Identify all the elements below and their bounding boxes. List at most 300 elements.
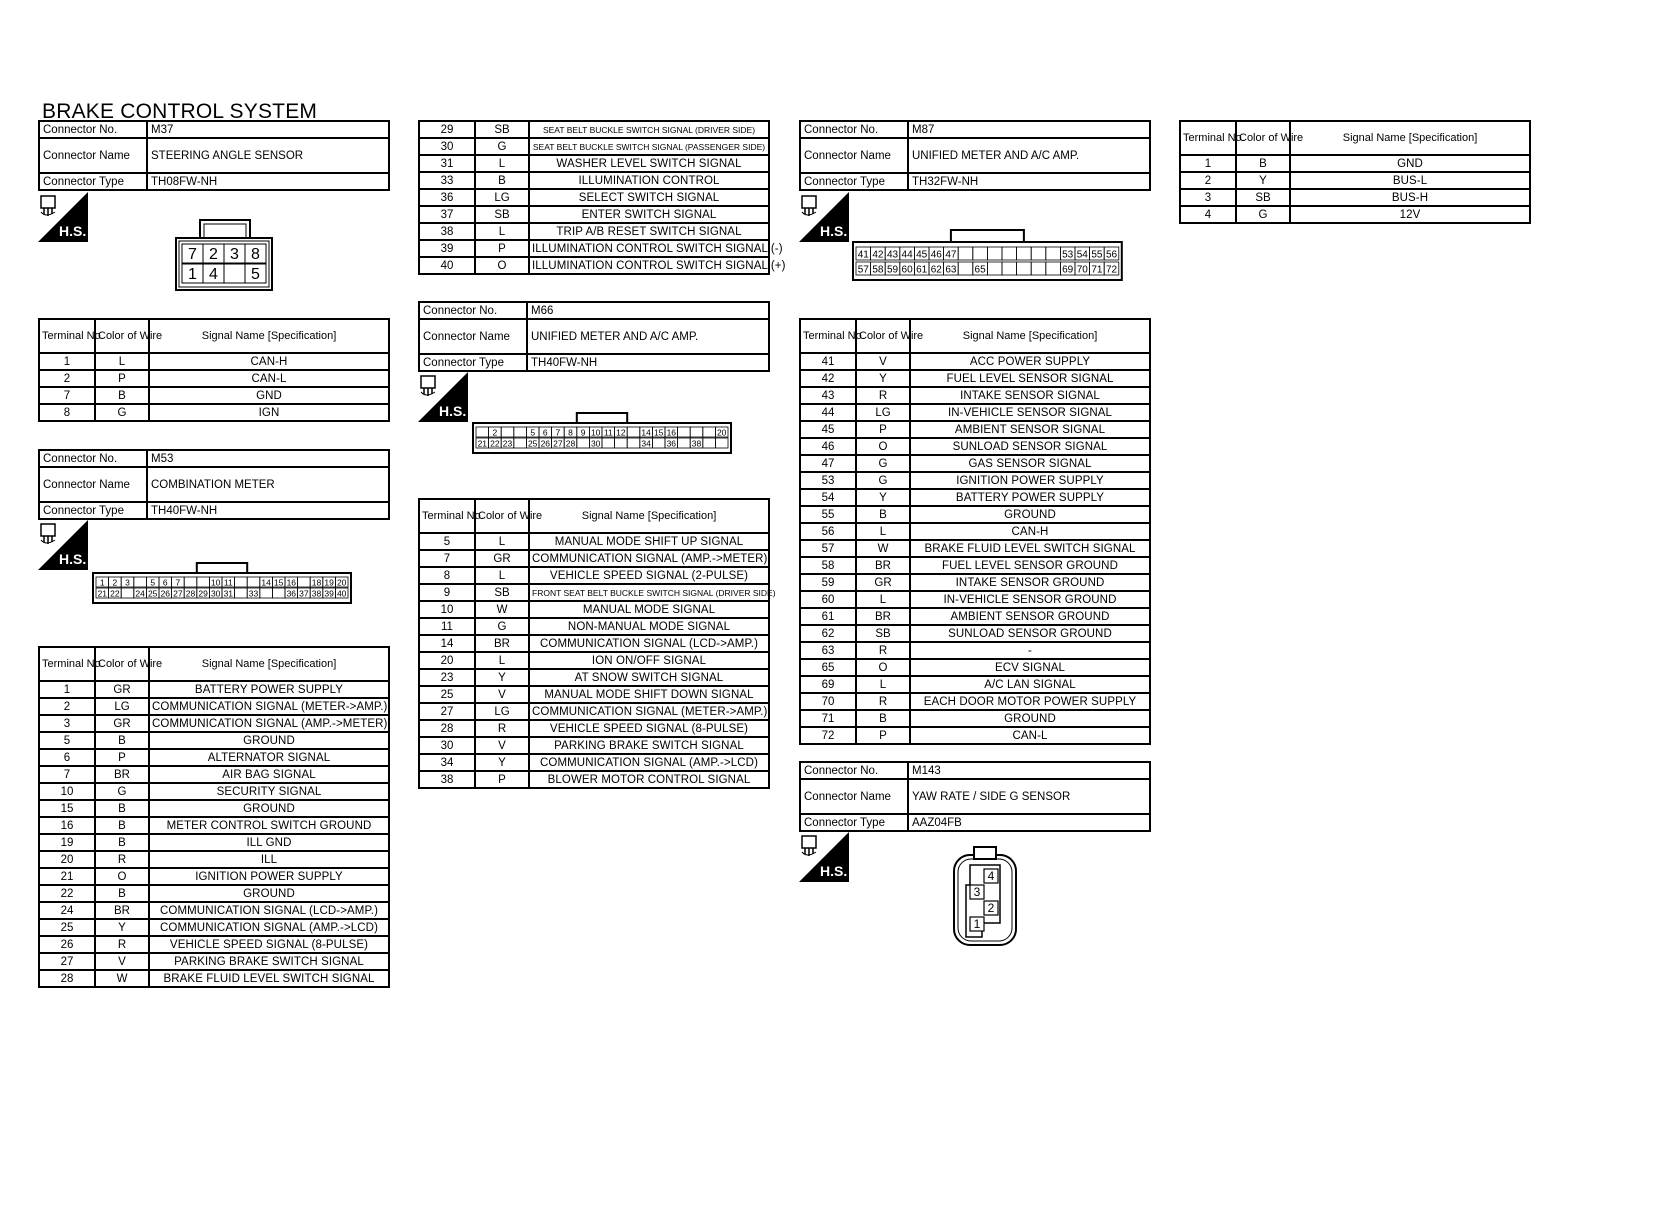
- connector-name-label: Connector Name: [39, 138, 147, 173]
- pin-number: 31: [223, 588, 234, 599]
- table-row: [800, 557, 1150, 574]
- pin-number: 10: [210, 577, 221, 588]
- table-row: [39, 953, 389, 970]
- wire-color-cell: L: [475, 652, 529, 669]
- pin-number: 40: [336, 588, 347, 599]
- wire-color-cell: B: [856, 506, 910, 523]
- terminal-no-cell: 26: [39, 936, 95, 953]
- connector-info-m53: [38, 449, 390, 520]
- signal-name-cell: GROUND: [910, 710, 1150, 727]
- table-row: [419, 584, 769, 601]
- pin-number: 62: [930, 264, 942, 276]
- pin-number: 5: [150, 577, 156, 588]
- pin-number: 5: [530, 427, 536, 438]
- table-row: [800, 642, 1150, 659]
- terminal-no-cell: 8: [419, 567, 475, 584]
- table-row: [800, 693, 1150, 710]
- wire-color-cell: L: [475, 155, 529, 172]
- table-row: [800, 489, 1150, 506]
- terminal-no-cell: 41: [800, 353, 856, 370]
- pin-number: 20: [716, 427, 727, 438]
- table-row: [39, 783, 389, 800]
- wire-color-cell: SB: [856, 625, 910, 642]
- connector-type-value: TH08FW-NH: [147, 173, 389, 190]
- terminal-no-cell: 45: [800, 421, 856, 438]
- terminal-no-header: Terminal No.: [39, 647, 95, 681]
- pin-number: 21: [477, 438, 488, 449]
- table-row: [39, 834, 389, 851]
- signal-name-cell: ILL: [149, 851, 389, 868]
- terminal-no-cell: 7: [39, 766, 95, 783]
- pin-number: 14: [261, 577, 271, 588]
- table-row: [419, 533, 769, 550]
- wire-color-cell: Y: [475, 669, 529, 686]
- pin-number: 25: [147, 588, 158, 599]
- terminal-no-cell: 6: [39, 749, 95, 766]
- signal-name-cell: AMBIENT SENSOR GROUND: [910, 608, 1150, 625]
- signal-header: Signal Name [Specification]: [149, 647, 389, 681]
- table-row: [419, 240, 769, 257]
- table-row: [419, 189, 769, 206]
- table-row: [419, 686, 769, 703]
- terminal-no-cell: 30: [419, 737, 475, 754]
- wire-color-cell: BR: [95, 766, 149, 783]
- wire-color-cell: B: [856, 710, 910, 727]
- terminal-no-cell: 15: [39, 800, 95, 817]
- signal-name-cell: MANUAL MODE SIGNAL: [529, 601, 769, 618]
- pin-cell: [1002, 247, 1017, 260]
- table-row: [419, 601, 769, 618]
- terminal-no-cell: 31: [419, 155, 475, 172]
- table-row: [39, 681, 389, 698]
- pin-number: 45: [916, 249, 928, 261]
- pin-number: 26: [540, 438, 551, 449]
- terminal-no-cell: 34: [419, 754, 475, 771]
- terminal-table-m53: [38, 646, 390, 988]
- wire-color-cell: GR: [475, 550, 529, 567]
- signal-name-cell: GND: [149, 387, 389, 404]
- pin-number: 44: [901, 249, 913, 261]
- pin-cell: [602, 438, 615, 448]
- connector-name-value: COMBINATION METER: [147, 467, 389, 502]
- terminal-no-cell: 2: [1180, 172, 1236, 189]
- wire-color-cell: G: [95, 404, 149, 421]
- terminal-no-cell: 1: [39, 681, 95, 698]
- table-row: [419, 720, 769, 737]
- signal-name-cell: GROUND: [149, 885, 389, 902]
- pin-number: 39: [324, 588, 334, 599]
- pin-number: 43: [886, 249, 899, 261]
- table-row: [39, 885, 389, 902]
- connector-face-m37: [174, 216, 276, 294]
- pin-number: 41: [857, 249, 869, 261]
- page-title: BRAKE CONTROL SYSTEM: [42, 100, 318, 123]
- signal-name-cell: VEHICLE SPEED SIGNAL (8-PULSE): [529, 720, 769, 737]
- harness-side-icon: [418, 372, 468, 427]
- signal-name-cell: TRIP A/B RESET SWITCH SIGNAL: [529, 223, 769, 240]
- wire-color-cell: LG: [856, 404, 910, 421]
- wire-color-cell: BR: [475, 635, 529, 652]
- pin-number: 3: [230, 246, 239, 263]
- terminal-no-cell: 2: [39, 370, 95, 387]
- pin-number: 1: [188, 266, 197, 283]
- terminal-no-cell: 1: [1180, 155, 1236, 172]
- pin-number: 30: [210, 588, 221, 599]
- table-row: [800, 506, 1150, 523]
- pin-cell: [514, 438, 527, 448]
- table-row: [800, 710, 1150, 727]
- table-row: [800, 421, 1150, 438]
- table-row: [1180, 206, 1530, 223]
- wire-color-cell: R: [95, 851, 149, 868]
- pin-number: 2: [209, 246, 218, 263]
- table-row: [800, 455, 1150, 472]
- terminal-no-cell: 20: [39, 851, 95, 868]
- pin-number: 55: [1091, 249, 1103, 261]
- pin-number: 7: [555, 427, 561, 438]
- signal-name-cell: SECURITY SIGNAL: [149, 783, 389, 800]
- terminal-no-cell: 46: [800, 438, 856, 455]
- connector-info-m66: [418, 301, 770, 372]
- pin-number: 28: [565, 438, 576, 449]
- pin-number: 53: [1062, 249, 1074, 261]
- pin-number: 4: [209, 266, 218, 283]
- terminal-no-cell: 27: [39, 953, 95, 970]
- terminal-no-cell: 63: [800, 642, 856, 659]
- table-row: [39, 851, 389, 868]
- pin-number: 3: [973, 885, 981, 899]
- signal-name-cell: FUEL LEVEL SENSOR SIGNAL: [910, 370, 1150, 387]
- wire-color-cell: B: [475, 172, 529, 189]
- pin-cell: [987, 262, 1002, 275]
- wire-color-cell: P: [475, 771, 529, 788]
- terminal-no-cell: 8: [39, 404, 95, 421]
- pin-cell: [958, 247, 973, 260]
- signal-name-cell: COMMUNICATION SIGNAL (METER->AMP.): [149, 698, 389, 715]
- table-row: [800, 540, 1150, 557]
- terminal-no-cell: 56: [800, 523, 856, 540]
- terminal-no-cell: 65: [800, 659, 856, 676]
- wire-color-cell: W: [95, 970, 149, 987]
- wire-color-cell: L: [475, 567, 529, 584]
- signal-name-cell: COMMUNICATION SIGNAL (LCD->AMP.): [529, 635, 769, 652]
- signal-name-cell: VEHICLE SPEED SIGNAL (2-PULSE): [529, 567, 769, 584]
- terminal-no-cell: 28: [39, 970, 95, 987]
- terminal-no-cell: 54: [800, 489, 856, 506]
- table-row: [800, 727, 1150, 744]
- signal-name-cell: ILLUMINATION CONTROL SWITCH SIGNAL (-): [529, 240, 769, 257]
- pin-number: 7: [188, 246, 197, 263]
- pin-number: 12: [616, 427, 626, 438]
- wire-color-cell: LG: [475, 189, 529, 206]
- wire-color-cell: V: [475, 686, 529, 703]
- terminal-no-cell: 40: [419, 257, 475, 274]
- wire-color-cell: G: [95, 783, 149, 800]
- harness-side-icon: [38, 192, 88, 247]
- pin-number: 56: [1105, 249, 1118, 261]
- connector-name-value: YAW RATE / SIDE G SENSOR: [908, 779, 1150, 814]
- wire-color-cell: W: [856, 540, 910, 557]
- connector-no-label: Connector No.: [39, 121, 147, 138]
- table-row: [419, 754, 769, 771]
- pin-number: 60: [901, 264, 913, 276]
- table-row: [39, 749, 389, 766]
- hs-icon-label: H.S.: [820, 223, 848, 239]
- wire-color-cell: Y: [475, 754, 529, 771]
- signal-name-cell: SUNLOAD SENSOR SIGNAL: [910, 438, 1150, 455]
- connector-face-m66: [472, 410, 738, 458]
- harness-side-icon: [38, 520, 88, 575]
- pin-number: 47: [945, 249, 957, 261]
- pin-number: 7: [175, 577, 181, 588]
- wire-color-cell: W: [475, 601, 529, 618]
- connector-type-label: Connector Type: [800, 814, 908, 831]
- signal-name-cell: COMMUNICATION SIGNAL (METER->AMP.): [529, 703, 769, 720]
- terminal-no-cell: 25: [39, 919, 95, 936]
- connector-type-label: Connector Type: [39, 173, 147, 190]
- pin-cell: [577, 438, 590, 448]
- wire-color-cell: L: [95, 353, 149, 370]
- pin-number: 63: [945, 264, 957, 276]
- wire-color-cell: GR: [95, 681, 149, 698]
- wire-color-cell: B: [95, 800, 149, 817]
- table-row: [39, 766, 389, 783]
- connector-name-label: Connector Name: [800, 779, 908, 814]
- table-row: [800, 574, 1150, 591]
- pin-number: 37: [299, 588, 309, 599]
- connector-type-value: TH40FW-NH: [147, 502, 389, 519]
- terminal-no-cell: 24: [39, 902, 95, 919]
- wire-color-cell: R: [856, 693, 910, 710]
- terminal-table-m37: [38, 318, 390, 422]
- signal-name-cell: GAS SENSOR SIGNAL: [910, 455, 1150, 472]
- signal-name-cell: BATTERY POWER SUPPLY: [910, 489, 1150, 506]
- table-row: [419, 550, 769, 567]
- signal-name-cell: AIR BAG SIGNAL: [149, 766, 389, 783]
- signal-name-cell: ENTER SWITCH SIGNAL: [529, 206, 769, 223]
- connector-info-m143: [799, 761, 1151, 832]
- connector-no-label: Connector No.: [800, 762, 908, 779]
- signal-name-cell: VEHICLE SPEED SIGNAL (8-PULSE): [149, 936, 389, 953]
- harness-side-icon: [799, 832, 849, 887]
- pin-number: 54: [1076, 249, 1088, 261]
- wire-color-cell: B: [95, 817, 149, 834]
- pin-number: 38: [691, 438, 702, 449]
- signal-name-cell: EACH DOOR MOTOR POWER SUPPLY: [910, 693, 1150, 710]
- pin-cell: [1031, 247, 1046, 260]
- wire-color-cell: BR: [856, 608, 910, 625]
- connector-no-value: M53: [147, 450, 389, 467]
- wire-color-cell: G: [475, 138, 529, 155]
- table-row: [800, 387, 1150, 404]
- signal-name-cell: CAN-L: [910, 727, 1150, 744]
- pin-number: 27: [553, 438, 563, 449]
- table-row: [800, 523, 1150, 540]
- pin-number: 3: [125, 577, 130, 588]
- pin-number: 22: [110, 588, 120, 599]
- table-row: [39, 698, 389, 715]
- table-row: [39, 715, 389, 732]
- wire-color-cell: O: [95, 868, 149, 885]
- pin-cell: [184, 577, 197, 587]
- signal-name-cell: COMMUNICATION SIGNAL (AMP.->METER): [149, 715, 389, 732]
- pin-number: 58: [872, 264, 884, 276]
- wire-color-cell: P: [475, 240, 529, 257]
- pin-cell: [958, 262, 973, 275]
- signal-name-cell: SELECT SWITCH SIGNAL: [529, 189, 769, 206]
- hs-icon-label: H.S.: [439, 403, 467, 419]
- terminal-no-cell: 23: [419, 669, 475, 686]
- signal-name-cell: BRAKE FLUID LEVEL SWITCH SIGNAL: [149, 970, 389, 987]
- pin-cell: [678, 438, 691, 448]
- wire-color-cell: O: [475, 257, 529, 274]
- table-row: [800, 591, 1150, 608]
- table-row: [419, 257, 769, 274]
- terminal-no-cell: 27: [419, 703, 475, 720]
- pin-cell: [235, 588, 248, 598]
- wire-color-cell: R: [475, 720, 529, 737]
- pin-cell: [715, 438, 728, 448]
- pin-cell: [260, 588, 273, 598]
- table-row: [419, 652, 769, 669]
- table-row: [419, 223, 769, 240]
- table-row: [39, 387, 389, 404]
- hs-icon-label: H.S.: [59, 551, 87, 567]
- signal-name-cell: PARKING BRAKE SWITCH SIGNAL: [149, 953, 389, 970]
- wire-color-cell: L: [475, 223, 529, 240]
- signal-name-cell: COMMUNICATION SIGNAL (AMP.->METER): [529, 550, 769, 567]
- pin-cell: [501, 427, 514, 437]
- wire-color-cell: B: [95, 834, 149, 851]
- terminal-no-cell: 69: [800, 676, 856, 693]
- terminal-no-cell: 1: [39, 353, 95, 370]
- pin-number: 30: [590, 438, 601, 449]
- pin-number: 21: [97, 588, 108, 599]
- wire-color-cell: L: [475, 533, 529, 550]
- pin-number: 15: [653, 427, 664, 438]
- pin-number: 71: [1091, 264, 1103, 276]
- signal-name-cell: INTAKE SENSOR SIGNAL: [910, 387, 1150, 404]
- table-row: [419, 771, 769, 788]
- pin-number: 2: [492, 427, 498, 438]
- terminal-no-cell: 55: [800, 506, 856, 523]
- wire-color-cell: B: [95, 885, 149, 902]
- table-row: [39, 732, 389, 749]
- pin-number: 25: [527, 438, 538, 449]
- pin-cell: [627, 438, 640, 448]
- terminal-table-m53-continued: [418, 120, 786, 275]
- terminal-no-cell: 70: [800, 693, 856, 710]
- table-row: [800, 353, 1150, 370]
- terminal-no-cell: 42: [800, 370, 856, 387]
- terminal-no-cell: 21: [39, 868, 95, 885]
- connector-type-value: AAZ04FB: [908, 814, 1150, 831]
- connector-type-label: Connector Type: [800, 173, 908, 190]
- connector-latch: [951, 230, 1024, 242]
- pin-number: 24: [135, 588, 145, 599]
- terminal-no-cell: 57: [800, 540, 856, 557]
- signal-name-cell: A/C LAN SIGNAL: [910, 676, 1150, 693]
- connector-latch: [577, 413, 627, 423]
- pin-number: 2: [987, 901, 995, 915]
- signal-name-cell: IGNITION POWER SUPPLY: [910, 472, 1150, 489]
- pin-cell: [1046, 247, 1061, 260]
- wire-color-cell: Y: [95, 919, 149, 936]
- table-row: [419, 567, 769, 584]
- pin-number: 10: [590, 427, 601, 438]
- pin-number: 9: [580, 427, 586, 438]
- table-row: [39, 936, 389, 953]
- signal-name-cell: ION ON/OFF SIGNAL: [529, 652, 769, 669]
- wire-color-cell: O: [856, 659, 910, 676]
- pin-number: 5: [251, 266, 260, 283]
- connector-name-value: UNIFIED METER AND A/C AMP.: [908, 138, 1150, 173]
- signal-name-cell: GND: [1290, 155, 1530, 172]
- color-header: Color of Wire: [856, 319, 910, 353]
- table-row: [800, 659, 1150, 676]
- signal-name-cell: MANUAL MODE SHIFT UP SIGNAL: [529, 533, 769, 550]
- signal-name-cell: BRAKE FLUID LEVEL SWITCH SIGNAL: [910, 540, 1150, 557]
- pin-number: 6: [162, 577, 168, 588]
- wire-color-cell: SB: [1236, 189, 1290, 206]
- wire-color-cell: P: [856, 421, 910, 438]
- table-row: [800, 676, 1150, 693]
- wire-color-cell: P: [95, 749, 149, 766]
- pin-cell: [1017, 247, 1032, 260]
- signal-name-cell: ECV SIGNAL: [910, 659, 1150, 676]
- pin-number: 8: [251, 246, 260, 263]
- signal-name-cell: IGNITION POWER SUPPLY: [149, 868, 389, 885]
- signal-name-cell: BUS-H: [1290, 189, 1530, 206]
- signal-name-cell: AT SNOW SWITCH SIGNAL: [529, 669, 769, 686]
- table-row: [419, 737, 769, 754]
- terminal-no-cell: 39: [419, 240, 475, 257]
- pin-cell: [1031, 262, 1046, 275]
- signal-name-cell: FUEL LEVEL SENSOR GROUND: [910, 557, 1150, 574]
- signal-name-cell: AMBIENT SENSOR SIGNAL: [910, 421, 1150, 438]
- color-header: Color of Wire: [95, 319, 149, 353]
- table-row: [39, 902, 389, 919]
- terminal-no-header: Terminal No.: [1180, 121, 1236, 155]
- pin-cell: [615, 438, 628, 448]
- connector-face-m87: [852, 226, 1120, 284]
- terminal-no-cell: 38: [419, 771, 475, 788]
- connector-no-value: M87: [908, 121, 1150, 138]
- wire-color-cell: SB: [475, 584, 529, 601]
- signal-header: Signal Name [Specification]: [149, 319, 389, 353]
- harness-side-icon: [799, 192, 849, 247]
- wire-color-cell: V: [475, 737, 529, 754]
- signal-name-cell: CAN-H: [910, 523, 1150, 540]
- terminal-no-header: Terminal No.: [800, 319, 856, 353]
- pin-cell: [235, 577, 248, 587]
- signal-name-cell: FRONT SEAT BELT BUCKLE SWITCH SIGNAL (DRIVER SIDE): [529, 584, 769, 601]
- connector-name-label: Connector Name: [419, 319, 527, 354]
- table-row: [39, 817, 389, 834]
- signal-name-cell: ILLUMINATION CONTROL SWITCH SIGNAL (+): [529, 257, 769, 274]
- terminal-no-cell: 61: [800, 608, 856, 625]
- pin-number: 42: [872, 249, 884, 261]
- signal-name-cell: WASHER LEVEL SWITCH SIGNAL: [529, 155, 769, 172]
- pin-cell: [1017, 262, 1032, 275]
- table-row: [419, 635, 769, 652]
- table-row: [1180, 172, 1530, 189]
- terminal-no-cell: 4: [1180, 206, 1236, 223]
- wire-color-cell: G: [475, 618, 529, 635]
- terminal-no-cell: 14: [419, 635, 475, 652]
- wire-color-cell: L: [856, 523, 910, 540]
- terminal-no-cell: 20: [419, 652, 475, 669]
